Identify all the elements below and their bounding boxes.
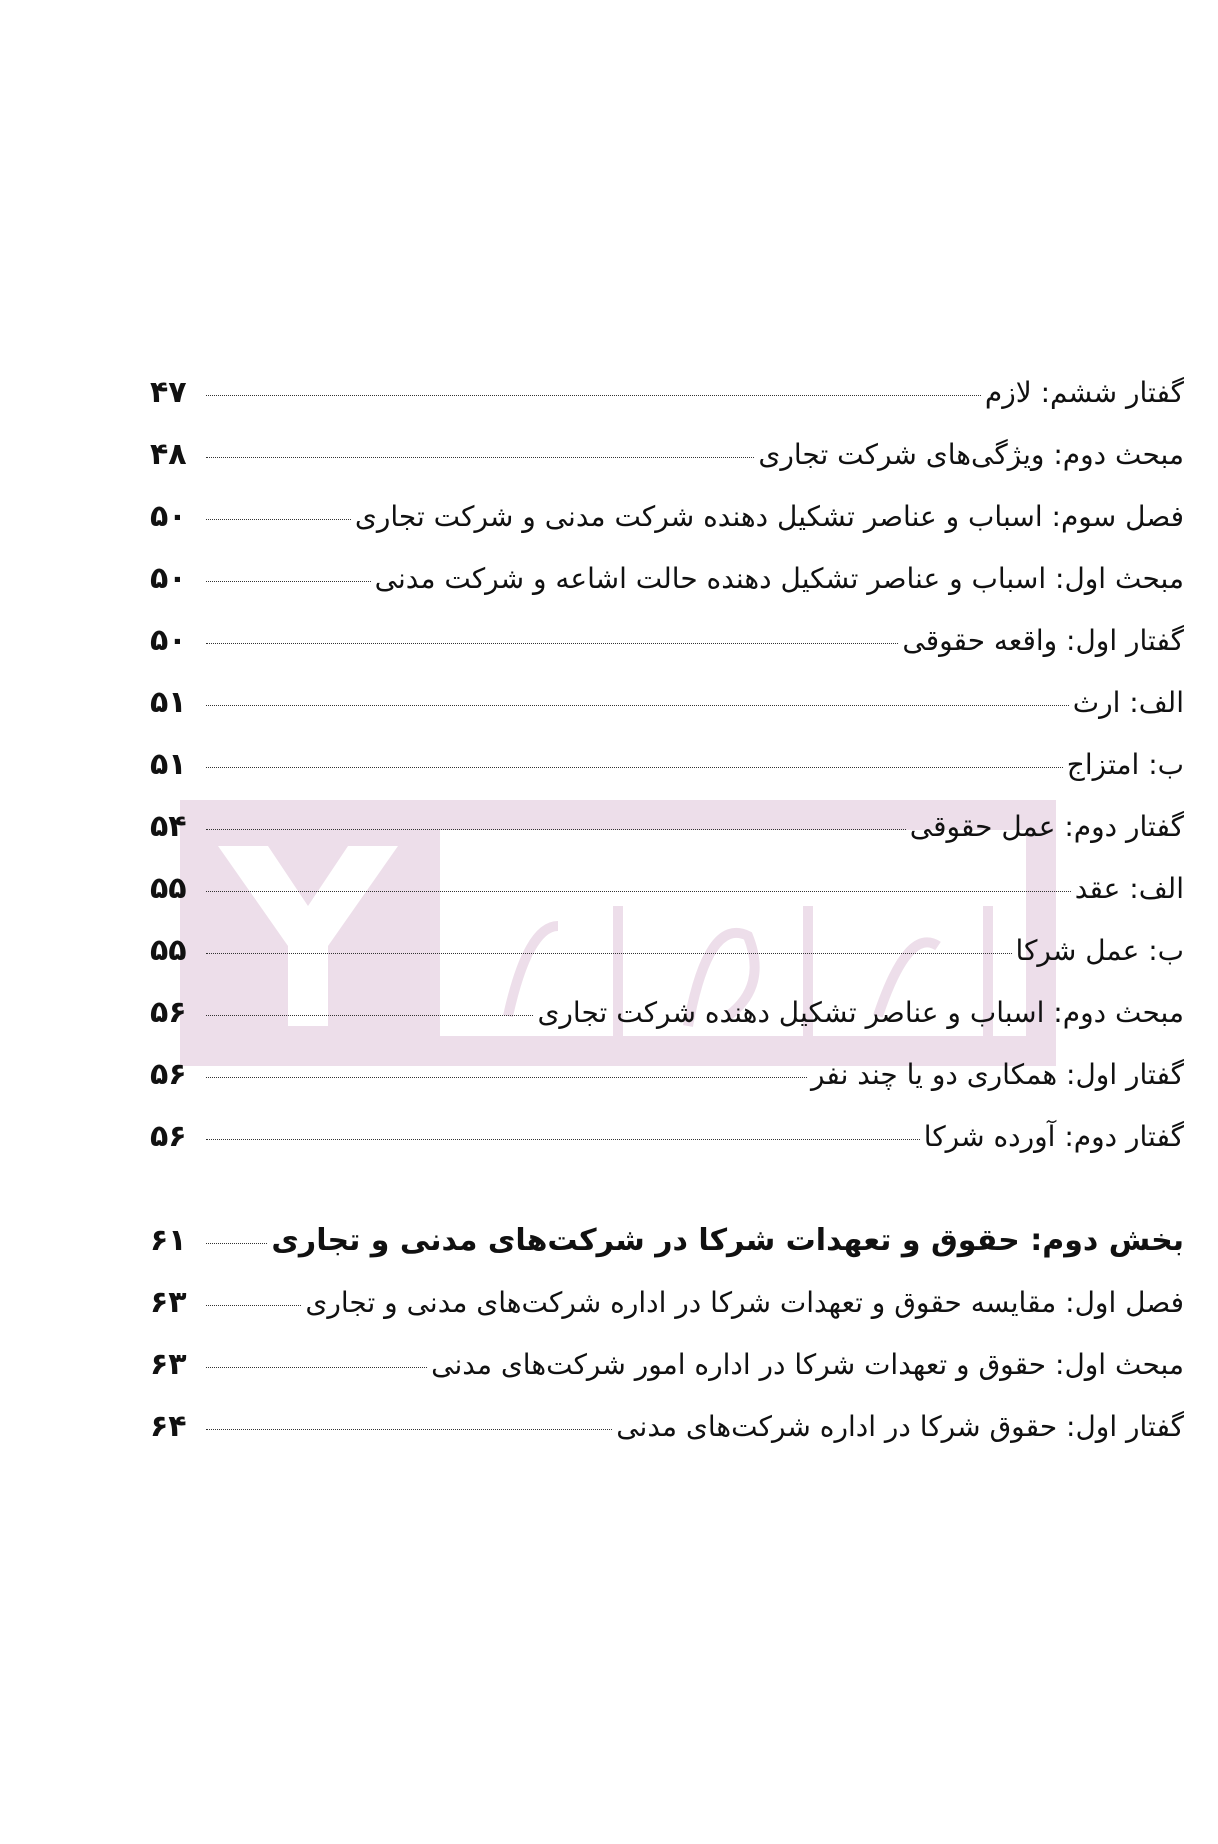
toc-entry-page: ۴۷ xyxy=(150,375,187,410)
toc-entry-title: مبحث دوم: اسباب و عناصر تشکیل دهنده شرکت تجاری xyxy=(537,996,1184,1029)
table-of-contents xyxy=(150,362,1184,1458)
toc-leader-dots xyxy=(206,891,1071,892)
toc-leader-dots xyxy=(206,1243,267,1244)
toc-entry-title: مبحث اول: اسباب و عناصر تشکیل دهنده حالت اشاعه و شرکت مدنی xyxy=(374,562,1184,595)
toc-entry-title: گفتار اول: واقعه حقوقی xyxy=(902,624,1184,657)
toc-entry xyxy=(150,982,1184,1044)
toc-entry-title: مبحث دوم: ویژگی‌های شرکت تجاری xyxy=(758,438,1184,471)
toc-entry-page: ۵۴ xyxy=(150,809,187,844)
toc-leader-dots xyxy=(206,953,1012,954)
toc-leader-dots xyxy=(206,1077,807,1078)
toc-entry-page: ۵۰ xyxy=(150,561,187,596)
toc-entry-page: ۵۶ xyxy=(150,1119,187,1154)
toc-entry xyxy=(150,1044,1184,1106)
toc-entry-title: گفتار ششم: لازم xyxy=(984,376,1184,409)
toc-section-heading xyxy=(150,1210,1184,1272)
toc-entry xyxy=(150,796,1184,858)
toc-entry xyxy=(150,424,1184,486)
toc-leader-dots xyxy=(206,705,1069,706)
toc-entry-page: ۶۳ xyxy=(150,1285,187,1320)
toc-entry xyxy=(150,548,1184,610)
toc-entry-title: فصل اول: مقایسه حقوق و تعهدات شرکا در اداره شرکت‌های مدنی و تجاری xyxy=(305,1286,1184,1319)
toc-entry-page: ۵۶ xyxy=(150,1057,187,1092)
toc-entry-title: گفتار اول: همکاری دو یا چند نفر xyxy=(810,1058,1184,1091)
toc-entry-title: گفتار دوم: عمل حقوقی xyxy=(909,810,1184,843)
toc-entry xyxy=(150,1272,1184,1334)
toc-entry-page: ۵۰ xyxy=(150,499,187,534)
toc-entry-page: ۶۴ xyxy=(150,1409,187,1444)
toc-leader-dots xyxy=(206,519,351,520)
toc-leader-dots xyxy=(206,1139,920,1140)
toc-entry xyxy=(150,672,1184,734)
toc-leader-dots xyxy=(206,1015,533,1016)
toc-entry-title: گفتار اول: حقوق شرکا در اداره شرکت‌های مدنی xyxy=(616,1410,1184,1443)
toc-entry-page: ۵۰ xyxy=(150,623,187,658)
toc-entry-title: الف: ارث xyxy=(1072,686,1184,719)
toc-entry-title: فصل سوم: اسباب و عناصر تشکیل دهنده شرکت مدنی و شرکت تجاری xyxy=(354,500,1184,533)
toc-leader-dots xyxy=(206,643,898,644)
toc-entry-title: بخش دوم: حقوق و تعهدات شرکا در شرکت‌های مدنی و تجاری xyxy=(271,1223,1184,1258)
toc-leader-dots xyxy=(206,581,371,582)
toc-entry xyxy=(150,1334,1184,1396)
toc-entry-title: ب: عمل شرکا xyxy=(1015,934,1184,967)
toc-entry-page: ۵۱ xyxy=(150,685,187,720)
toc-entry xyxy=(150,362,1184,424)
toc-entry xyxy=(150,1106,1184,1168)
toc-entry-page: ۶۳ xyxy=(150,1347,187,1382)
toc-entry-page: ۵۶ xyxy=(150,995,187,1030)
toc-leader-dots xyxy=(206,767,1063,768)
toc-entry-title: گفتار دوم: آورده شرکا xyxy=(923,1120,1184,1153)
toc-entry xyxy=(150,734,1184,796)
toc-leader-dots xyxy=(206,1305,301,1306)
toc-leader-dots xyxy=(206,1367,427,1368)
section-gap xyxy=(150,1168,1184,1210)
toc-entry-page: ۶۱ xyxy=(150,1223,187,1258)
toc-entry-page: ۴۸ xyxy=(150,437,187,472)
toc-leader-dots xyxy=(206,1429,612,1430)
toc-entry-page: ۵۱ xyxy=(150,747,187,782)
toc-entry xyxy=(150,920,1184,982)
toc-entry-page: ۵۵ xyxy=(150,871,187,906)
toc-entry xyxy=(150,486,1184,548)
toc-entry-title: الف: عقد xyxy=(1074,872,1184,905)
toc-entry-title: ب: امتزاج xyxy=(1066,748,1184,781)
toc-leader-dots xyxy=(206,829,906,830)
toc-entry xyxy=(150,1396,1184,1458)
toc-entry-title: مبحث اول: حقوق و تعهدات شرکا در اداره امور شرکت‌های مدنی xyxy=(431,1348,1184,1381)
toc-leader-dots xyxy=(206,457,754,458)
toc-entry-page: ۵۵ xyxy=(150,933,187,968)
toc-entry xyxy=(150,858,1184,920)
toc-leader-dots xyxy=(206,395,981,396)
toc-entry xyxy=(150,610,1184,672)
